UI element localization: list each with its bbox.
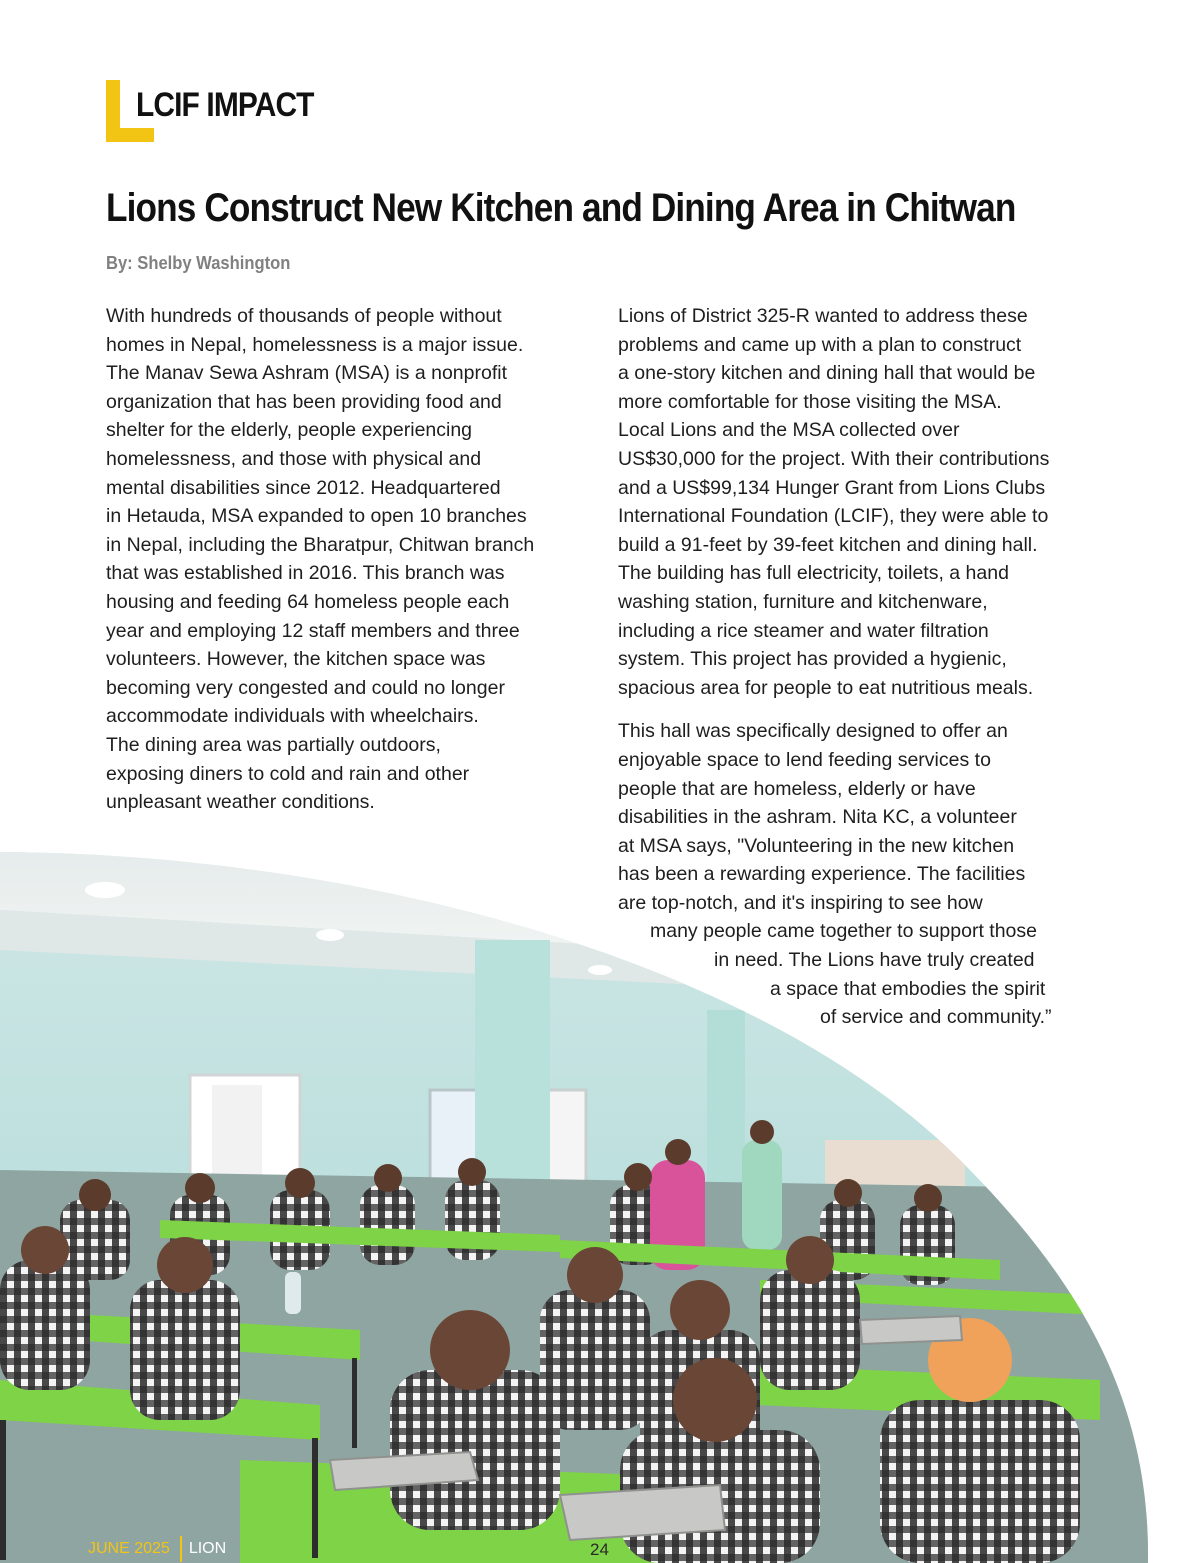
- article-byline: By: Shelby Washington: [106, 253, 291, 273]
- text-line: shelter for the elderly, people experiencing: [106, 419, 473, 442]
- text-line: and a US$99,134 Hunger Grant from Lions Clubs: [618, 476, 1046, 499]
- text-line: build a 91-feet by 39-feet kitchen and dining hall.: [618, 533, 1038, 556]
- text-line: of service and community.”: [820, 1006, 1052, 1029]
- text-line: Local Lions and the MSA collected over: [618, 419, 960, 442]
- page-footer: [88, 1536, 226, 1562]
- section-label: LCIF IMPACT: [136, 86, 314, 124]
- text-line: International Foundation (LCIF), they were able to: [618, 505, 1049, 528]
- text-line: in need. The Lions have truly created: [714, 949, 1035, 972]
- text-line: This hall was specifically designed to offer an: [618, 720, 1008, 743]
- text-line: that was established in 2016. This branch was: [106, 562, 505, 585]
- text-line: volunteers. However, the kitchen space was: [106, 648, 486, 671]
- text-line: The dining area was partially outdoors,: [106, 733, 441, 756]
- text-line: enjoyable space to lend feeding services to: [618, 748, 991, 771]
- text-line: exposing diners to cold and rain and other: [106, 762, 470, 785]
- text-line: US$30,000 for the project. With their contributions: [618, 447, 1050, 470]
- text-line: organization that has been providing food and: [106, 390, 502, 413]
- publication-name: LION: [188, 1540, 227, 1557]
- footer-divider: [180, 1536, 182, 1562]
- text-line: homelessness, and those with physical and: [106, 447, 482, 470]
- text-line: are top-notch, and it's inspiring to see how: [618, 891, 983, 914]
- text-line: spacious area for people to eat nutritious meals.: [618, 676, 1034, 699]
- text-line: has been a rewarding experience. The facilities: [618, 863, 1026, 886]
- text-line: people that are homeless, elderly or have: [618, 777, 976, 800]
- text-line: at MSA says, "Volunteering in the new kitchen: [618, 834, 1015, 857]
- text-line: The Manav Sewa Ashram (MSA) is a nonprofit: [106, 362, 507, 385]
- text-line: unpleasant weather conditions.: [106, 791, 375, 814]
- text-line: accommodate individuals with wheelchairs.: [106, 705, 479, 728]
- page-number: 24: [590, 1540, 609, 1559]
- text-line: year and employing 12 staff members and three: [106, 619, 520, 642]
- text-line: washing station, furniture and kitchenware,: [618, 590, 988, 613]
- section-header: [106, 80, 406, 144]
- text-line: including a rice steamer and water filtration: [618, 619, 989, 642]
- text-line: problems and came up with a plan to construct: [618, 333, 1022, 356]
- text-line: system. This project has provided a hygienic,: [618, 648, 1007, 671]
- text-line: homes in Nepal, homelessness is a major issue.: [106, 333, 524, 356]
- paragraph-2: [618, 302, 1108, 702]
- text-line: more comfortable for those visiting the MSA.: [618, 390, 1002, 413]
- article-title: Lions Construct New Kitchen and Dining Area in Chitwan: [106, 186, 1016, 230]
- paragraph-1: [106, 302, 596, 817]
- text-line: housing and feeding 64 homeless people each: [106, 590, 510, 613]
- text-line: in Nepal, including the Bharatpur, Chitwan branch: [106, 533, 535, 556]
- text-line: mental disabilities since 2012. Headquartered: [106, 476, 501, 499]
- dining-hall-photo: [0, 840, 1200, 1563]
- text-line: a one-story kitchen and dining hall that would be: [618, 362, 1036, 385]
- issue-date: JUNE 2025: [88, 1540, 170, 1557]
- text-line: becoming very congested and could no longer: [106, 676, 505, 699]
- article-column-1: [106, 302, 596, 817]
- text-line: a space that embodies the spirit: [770, 977, 1046, 1000]
- text-line: Lions of District 325-R wanted to address these: [618, 305, 1028, 327]
- text-line: in Hetauda, MSA expanded to open 10 branches: [106, 505, 527, 528]
- text-line: many people came together to support those: [650, 920, 1037, 943]
- text-line: disabilities in the ashram. Nita KC, a volunteer: [618, 806, 1017, 829]
- text-line: The building has full electricity, toilets, a hand: [618, 562, 1009, 585]
- text-line: With hundreds of thousands of people without: [106, 305, 502, 327]
